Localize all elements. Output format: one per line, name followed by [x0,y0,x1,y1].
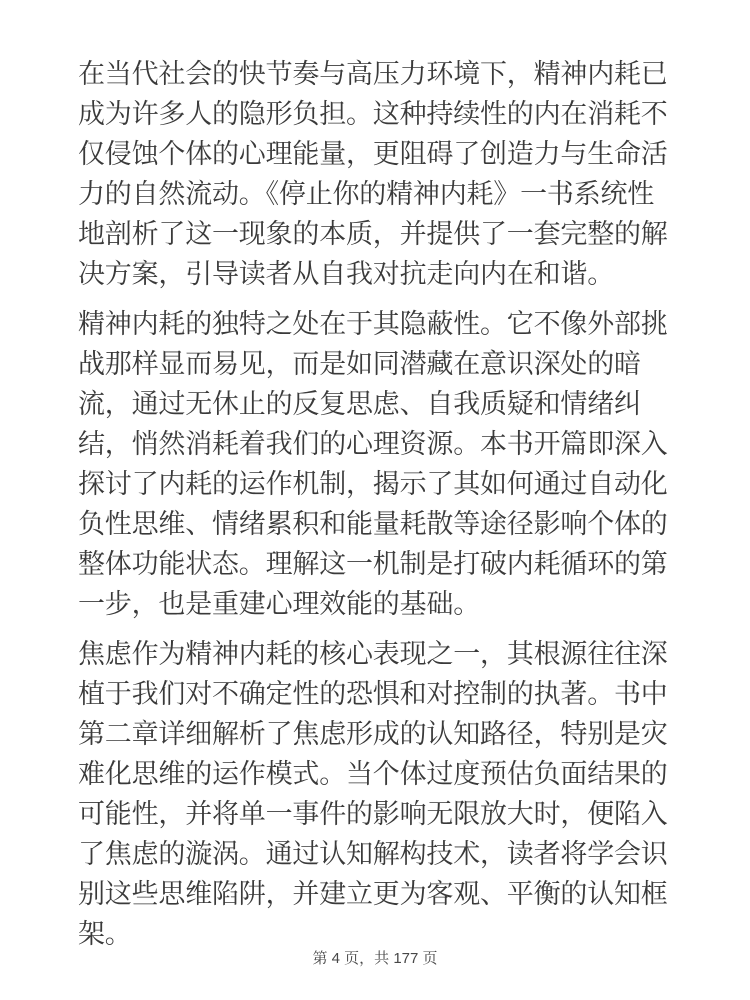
text-line: 战那样显而易见，而是如同潜藏在意识深处的暗 [78,349,641,379]
text-line: 力的自然流动。《停止你的精神内耗》一书系统性 [78,179,655,209]
text-line: 精神内耗的独特之处在于其隐蔽性。它不像外部挑 [78,309,668,339]
text-line: 了焦虑的漩涡。通过认知解构技术，读者将学会识 [78,839,668,869]
text-line: 决方案，引导读者从自我对抗走向内在和谐。 [78,259,614,289]
text-line: 整体功能状态。理解这一机制是打破内耗循环的第 [78,549,668,579]
text-line: 成为许多人的隐形负担。这种持续性的内在消耗不 [78,99,668,129]
text-line: 别这些思维陷阱，并建立更为客观、平衡的认知框 [78,879,668,909]
text-line: 结，悄然消耗着我们的心理资源。本书开篇即深入 [78,429,668,459]
paragraph-anxiety [78,634,678,954]
text-line: 在当代社会的快节奏与高压力环境下，精神内耗已 [78,59,668,89]
text-line: 可能性，并将单一事件的影响无限放大时，便陷入 [78,799,668,829]
text-line: 地剖析了这一现象的本质，并提供了一套完整的解 [78,219,668,249]
text-line: 难化思维的运作模式。当个体过度预估负面结果的 [78,759,668,789]
text-line: 探讨了内耗的运作机制，揭示了其如何通过自动化 [78,469,668,499]
text-line: 第二章详细解析了焦虑形成的认知路径，特别是灾 [78,719,668,749]
paragraph-intro [78,54,678,294]
text-line: 架。 [78,919,132,949]
text-line: 负性思维、情绪累积和能量耗散等途径影响个体的 [78,509,668,539]
text-line: 流，通过无休止的反复思虑、自我质疑和情绪纠 [78,389,641,419]
text-line: 植于我们对不确定性的恐惧和对控制的执著。书中 [78,679,668,709]
text-line: 一步，也是重建心理效能的基础。 [78,589,480,619]
text-line: 焦虑作为精神内耗的核心表现之一，其根源往往深 [78,639,668,669]
page-body-text [78,54,678,964]
text-line: 仅侵蚀个体的心理能量，更阻碍了创造力与生命活 [78,139,668,169]
page-number-indicator: 第 4 页，共 177 页 [312,950,438,967]
paragraph-hidden-nature [78,304,678,624]
